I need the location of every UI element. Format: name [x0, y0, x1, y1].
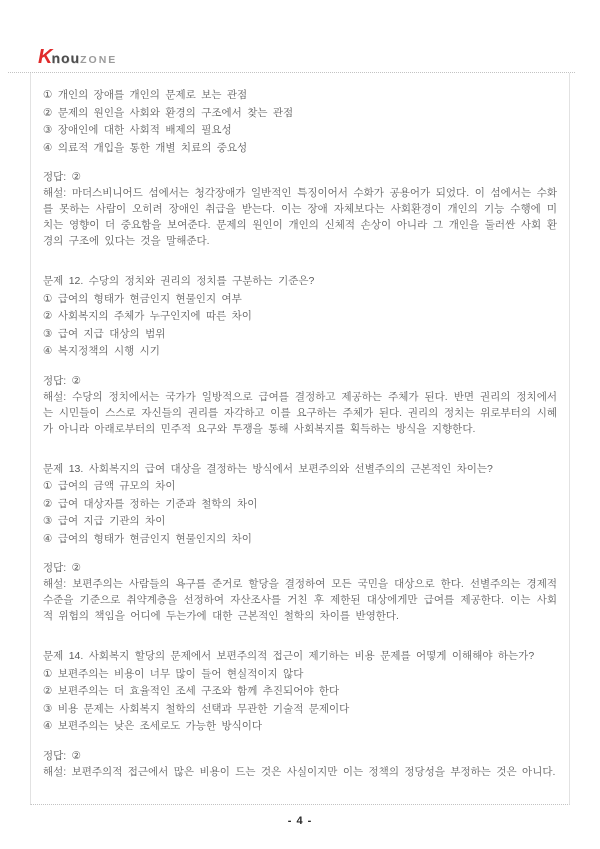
question-12 — [43, 273, 557, 437]
question-title: 문제 14. 사회복지 할당의 문제에서 보편주의적 접근이 제기하는 비용 문제를 어떻게 이해해야 하는가? — [43, 650, 535, 662]
choice-option: ② 급여 대상자를 정하는 기준과 철학의 차이 — [43, 497, 258, 510]
logo-text-nou: nou — [51, 50, 81, 66]
choice-option: ② 사회복지의 주체가 누구인지에 따른 차이 — [43, 310, 252, 322]
choice-option: ① 보편주의는 비용이 너무 많이 들어 현실적이지 않다 — [43, 667, 304, 680]
explanation-text: 해설: 보편주의적 접근에서 많은 비용이 드는 것은 사실이지만 이는 정책의 정당성을 부정하는 것은 아니다. — [43, 765, 556, 778]
page-number: - 4 - — [287, 815, 313, 827]
choice-option: ③ 비용 문제는 사회복지 철학의 선택과 무관한 기술적 문제이다 — [43, 702, 350, 715]
explanation-text: 해설: 보편주의는 사람들의 욕구를 준거로 할당을 결정하여 모든 국민을 대상으로 한다. 선별주의는 경제적 수준을 기준으로 취약계층을 선정하여 자산조사를 거친 후 제한된 대상에게만 급여를 제공한다. 이는 사회적 위험의 책임을 어디에 두는가에 대한 근본적인 철학의 차이를 반영한다. — [43, 578, 557, 622]
choice-option: ③ 급여 지급 기관의 차이 — [43, 515, 166, 527]
explanation-text: 해설: 마더스비니어드 섬에서는 청각장애가 일반적인 특징이어서 수화가 공용어가 되었다. 이 섬에서는 수화를 못하는 사람이 오히려 장애인 취급을 받는다. 이는 장애 자체보다는 사회환경이 개인의 기능 수행에 미치는 영향이 더 중요함을 보여준다. 문제의 원인이 개인의 신체적 손상이 아니라 그 개인을 둘러싼 사회 환경의 구조에 있다는 것을 말해준다. — [43, 187, 557, 247]
logo-letter-k: K — [38, 46, 52, 68]
knouzone-logo — [38, 47, 117, 70]
choice-option: ④ 복지정책의 시행 시기 — [43, 345, 160, 357]
explanation-text: 해설: 수당의 정치에서는 국가가 일방적으로 급여를 결정하고 제공하는 주체가 된다. 반면 권리의 정치에서는 시민들이 스스로 자신들의 권리를 자각하고 이를 요구하는 주체가 된다. 권리의 정치는 위로부터의 시혜가 아니라 아래로부터의 민주적 요구와 투쟁을 통해 사회복지를 획득하는 방식을 지향한다. — [43, 390, 557, 435]
question-title: 문제 13. 사회복지의 급여 대상을 결정하는 방식에서 보편주의와 선별주의의 근본적인 차이는? — [43, 462, 493, 475]
choice-option: ④ 의료적 개입을 통한 개별 치료의 중요성 — [43, 141, 248, 154]
question-title: 문제 12. 수당의 정치와 권리의 정치를 구분하는 기준은? — [43, 275, 315, 287]
choice-option: ④ 급여의 형태가 현금인지 현물인지의 차이 — [43, 532, 252, 545]
choice-option: ④ 보편주의는 낮은 조세로도 가능한 방식이다 — [43, 720, 263, 732]
answer-label: 정답: ② — [43, 562, 82, 574]
question-11-tail — [43, 87, 557, 249]
answer-label: 정답: ② — [43, 749, 82, 762]
choice-option: ② 문제의 원인을 사회와 환경의 구조에서 찾는 관점 — [43, 106, 294, 119]
content-box — [30, 73, 570, 805]
question-13 — [43, 461, 557, 625]
question-14 — [43, 648, 557, 780]
logo-text-zone: ZONE — [80, 54, 118, 66]
choice-option: ② 보편주의는 더 효율적인 조세 구조와 함께 추진되어야 한다 — [43, 685, 340, 697]
choice-option: ③ 급여 지급 대상의 범위 — [43, 327, 166, 340]
choice-option: ① 개인의 장애를 개인의 문제로 보는 관점 — [43, 89, 248, 101]
choice-option: ① 급여의 금액 규모의 차이 — [43, 480, 176, 492]
answer-label: 정답: ② — [43, 171, 82, 183]
choice-option: ① 급여의 형태가 현금인지 현물인지 여부 — [43, 292, 242, 305]
answer-label: 정답: ② — [43, 374, 82, 387]
choice-option: ③ 장애인에 대한 사회적 배제의 필요성 — [43, 124, 232, 136]
